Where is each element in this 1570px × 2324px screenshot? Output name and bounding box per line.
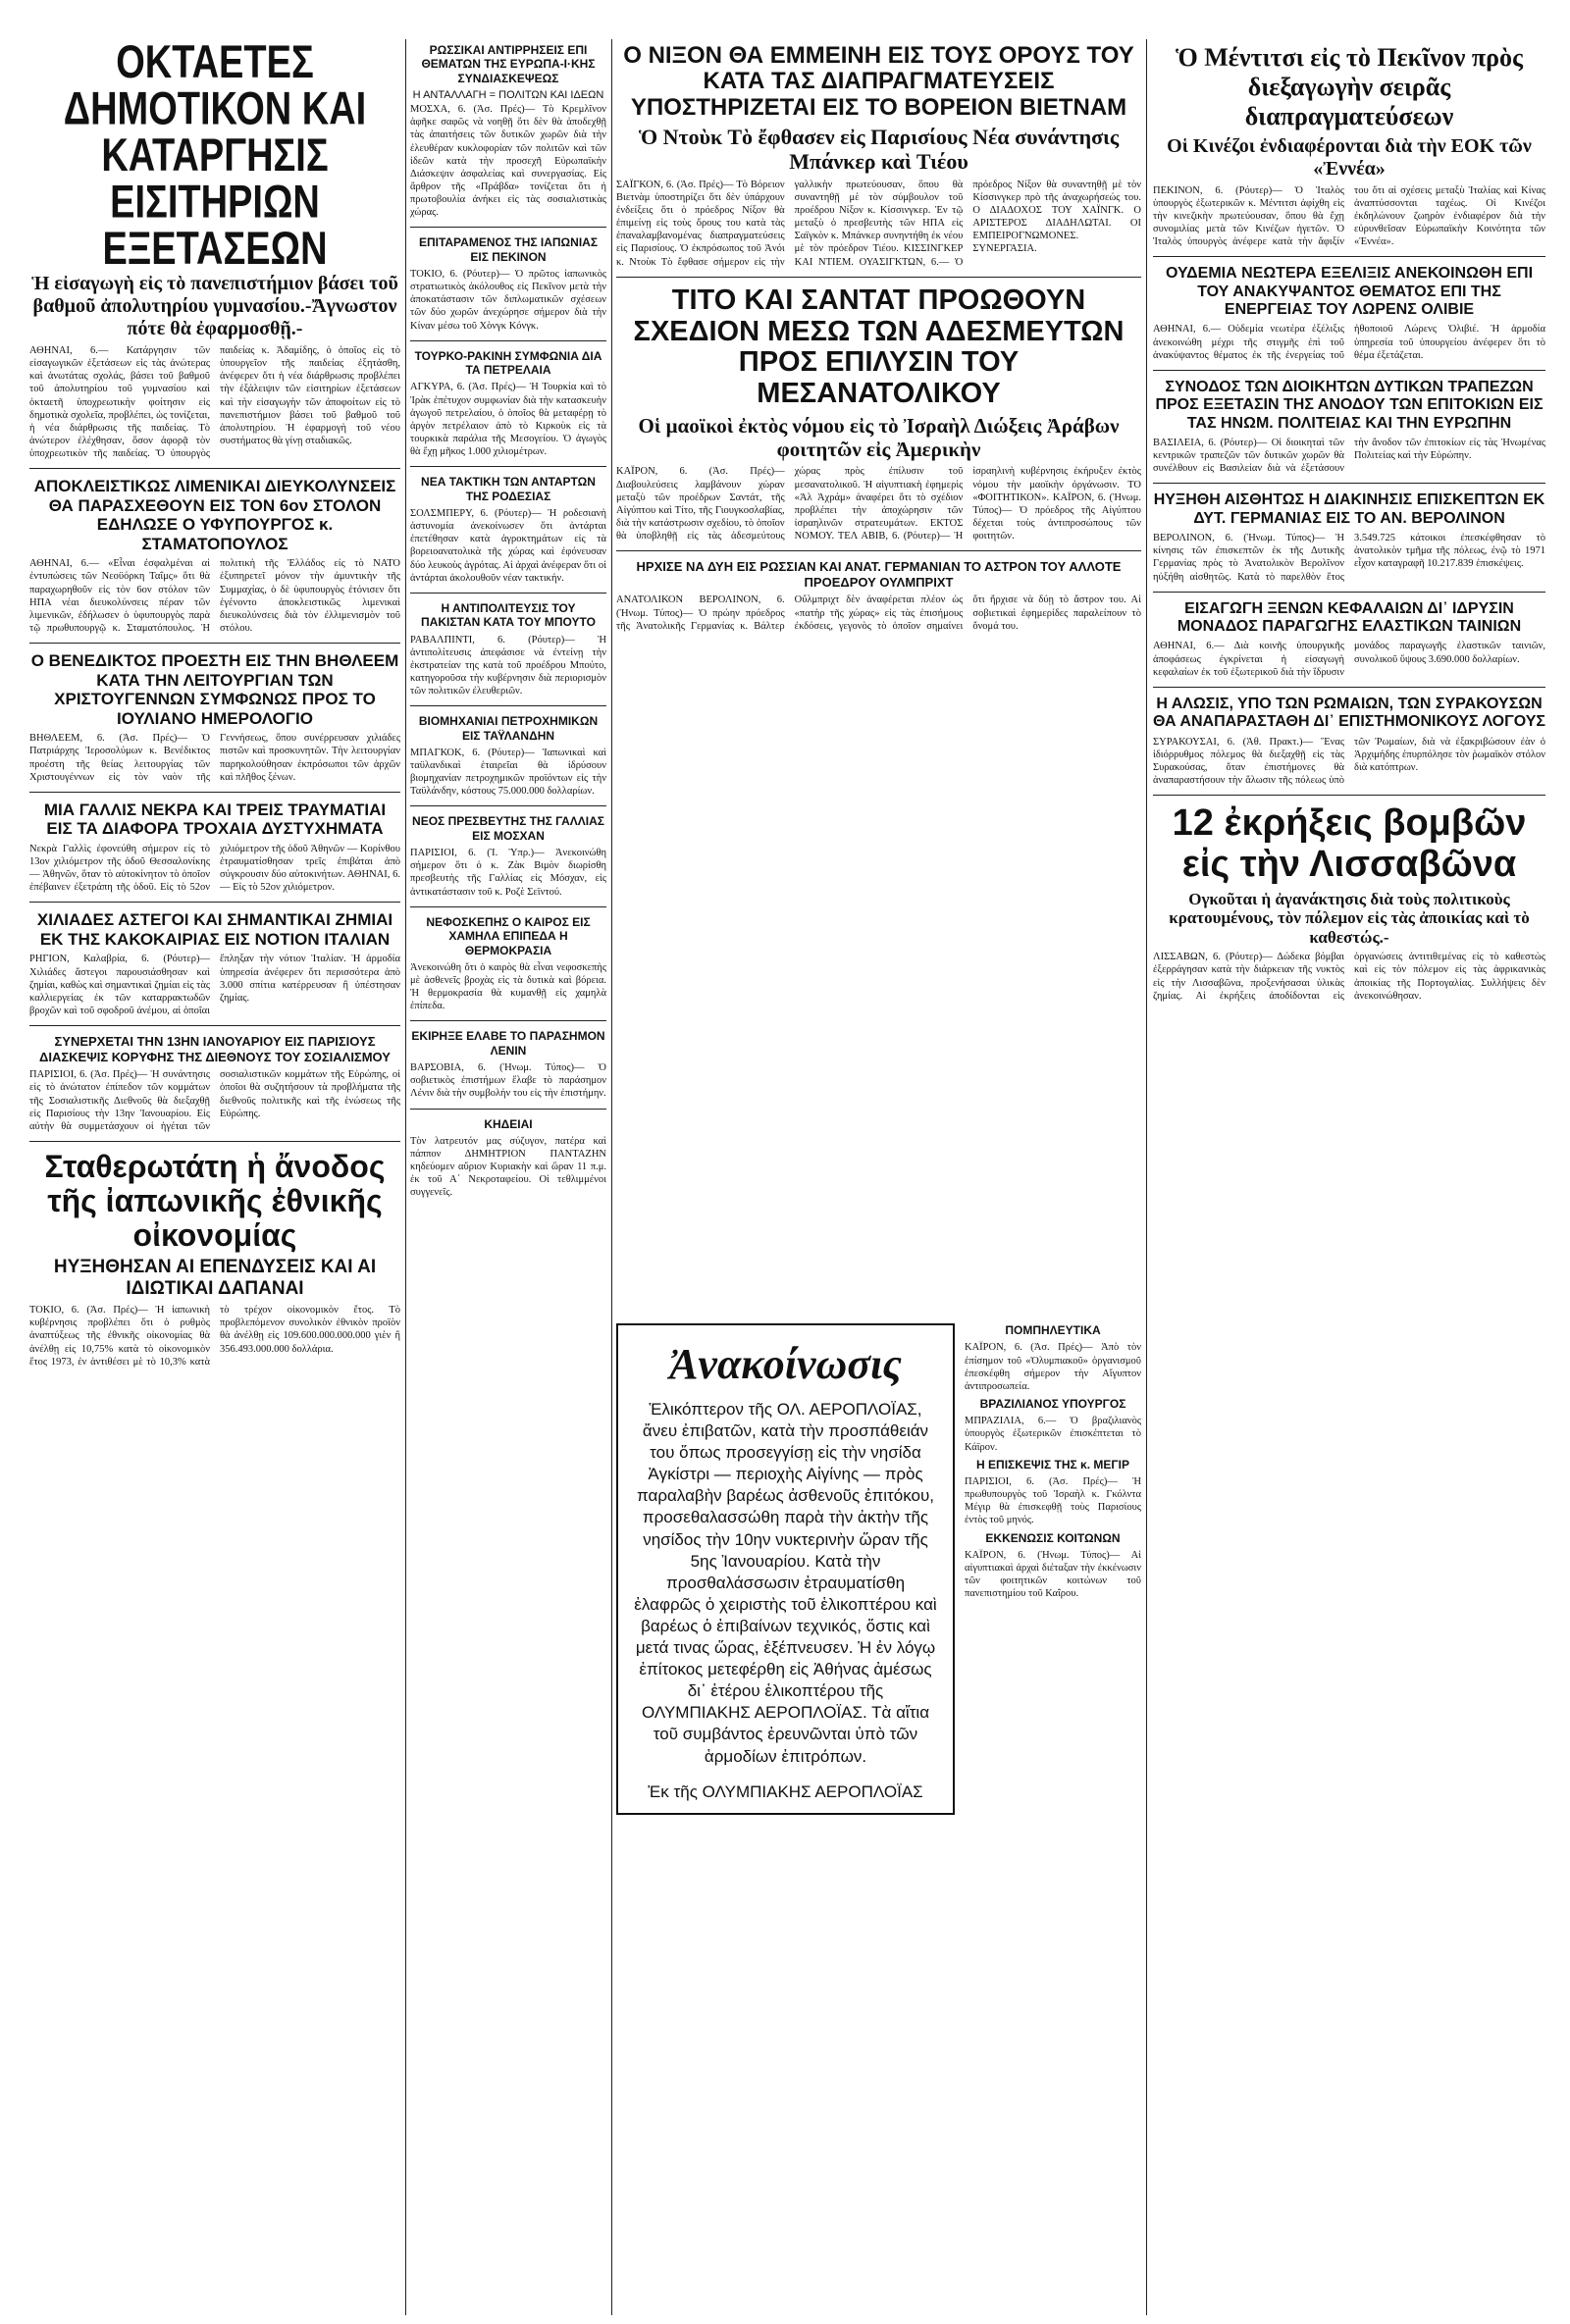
article-body: ΑΘΗΝΑΙ, 6.— Οὐδεμία νεωτέρα ἐξέλιξις ἀνεκοινώθη μέχρι τῆς στιγμῆς ἐπὶ τοῦ ἀνακύψαντος θέματος ἐκ τῆς ἐνεργείας τοῦ ἠθοποιοῦ Λώρενς Ὀλιβιέ. Ἡ ἁρμοδία ὑπηρεσία τοῦ ὑπουργείου ἀνέφερεν ὅτι τὸ θέμα ἐξετάζεται.: [1153, 324, 1545, 361]
divider: [29, 468, 400, 469]
article-body: ΠΑΡΙΣΙΟΙ, 6. (Ἀσ. Πρές)— Ἡ συνάντησις εἰς τὸ ἀνώτατον ἐπίπεδον τῶν κομμάτων τῆς Σοσιαλιστικῆς Διεθνοῦς θὰ διεξαχθῇ εἰς Παρισίους τὴν 13ην Ἰανουαρίου. Εἰς αὐτὴν θὰ συμμετάσχουν οἱ ἡγέται τῶν σοσιαλιστικῶν κομμάτων τῆς Εὐρώπης, οἱ ὁποῖοι θὰ συζητήσουν τὰ προβλήματα τῆς διεθνοῦς πολιτικῆς καὶ τῆς ἑνώσεως τῆς Εὐρώπης.: [29, 1069, 400, 1132]
headline-koitones: ΕΚΚΕΝΩΣΙΣ ΚΟΙΤΩΝΩΝ: [985, 1530, 1121, 1545]
subhead-antallagi: Η ΑΝΤΑΛΛΑΓΗ = ΠΟΛΙΤΩΝ ΚΑΙ ΙΔΕΩΝ: [412, 89, 604, 102]
article-body: ΤΟΚΙΟ, 6. (Ἀσ. Πρές)— Ἡ ἰαπωνικὴ κυβέρνησις προβλέπει ὅτι ὁ ρυθμὸς ἀναπτύξεως τῆς ἐθνικῆς οἰκονομίας θὰ ἀνέλθῃ εἰς 10,75% κατὰ τὸ οἰκονομικὸν ἔτος 1973, ἐν ἀντιθέσει μὲ τὸ 10,3% κατὰ τὸ τρέχον οἰκονομικὸν ἔτος. Τὸ προβλεπόμενον συνολικὸν ἐθνικὸν προϊὸν θὰ ἀνέλθῃ εἰς 109.600.000.000.000 γιὲν ἢ 356.493.000.000 δολλάρια.: [29, 1305, 400, 1368]
article-body: ΜΠΑΓΚΟΚ, 6. (Ρόυτερ)— Ἰαπωνικαὶ καὶ ταϋλανδικαὶ ἑταιρεῖαι θὰ ἱδρύσουν βιομηχανίαν πετροχημικῶν προϊόντων εἰς τὴν Ταϋλάνδην, κόστους 75.000.000 δολλαρίων.: [410, 747, 606, 798]
article-body: ΚΑΪΡΟΝ, 6. (Ἀσ. Πρές)— Διαβουλεύσεις λαμβάνουν χώραν μεταξὺ τῶν προέδρων Σαντάτ, τῆς Αἰγύπτου καὶ Τίτο, τῆς Γιουγκοσλαβίας, διὰ τὴν κατάστρωσιν σχεδίου, τὸ ὁποῖον θὰ ὑποβληθῇ εἰς τὰς ἀδεσμεύτους χώρας πρὸς ἐπίλυσιν τοῦ μεσανατολικοῦ. Ἡ αἰγυπτιακὴ ἐφημερὶς «Ἀλ Ἀχράμ» ἀναφέρει ὅτι τὸ σχέδιον προβλέπει τὴν ἀποχώρησιν τῶν ἰσραηλινῶν στρατευμάτων. ΕΚΤΟΣ ΝΟΜΟΥ. ΤΕΛ ΑΒΙΒ, 6. (Ρόυτερ)— Ἡ ἰσραηλινὴ κυβέρνησις ἐκήρυξεν ἐκτὸς νόμου τὴν μαοϊκὴν ὀργάνωσιν. ΤΟ «ΦΟΙΤΗΤΙΚΟΝ». ΚΑΪΡΟΝ, 6. (Ἠνωμ. Τύπος)— Ὁ πρόεδρος τῆς Αἰγύπτου δέχεται τοὺς ἀντιπροσώπους τῶν φοιτητῶν.: [616, 466, 1141, 542]
article-body: ΣΟΛΣΜΠΕΡΥ, 6. (Ρόυτερ)— Ἡ ροδεσιανὴ ἀστυνομία ἀνεκοίνωσεν ὅτι ἀντάρται ἐπετέθησαν κατὰ ἀγροκτημάτων εἰς τὰ βορειοανατολικὰ τῆς χώρας καὶ ἐφόνευσαν δύο λευκοὺς ἀγρότας. Αἱ ἀρχαὶ ἀνέφεραν ὅτι οἱ ἀντάρται ἀκολουθοῦν νέαν τακτικήν.: [410, 508, 606, 584]
column-rule: [1146, 39, 1147, 2315]
article-body: ΑΘΗΝΑΙ, 6.— Κατάργησιν τῶν εἰσαγωγικῶν ἐξετάσεων εἰς τὰς ἀνώτερας καὶ ἀνωτάτας σχολάς, βάσει τοῦ βαθμοῦ τοῦ ἀπολυτηρίου τοῦ γυμνασίου καὶ ὀκταετῆ ὑποχρεωτικὴν φοίτησιν εἰς δημοτικὰ σχολεῖα, προβλέπει, ὡς τονίζεται, ἡ νέα διάρθρωσις τῆς παιδείας. Τὸ ἀνώτερον ἐλέχθησαν, ὅσον ἀφορᾷ τὸν ὑποχρεωτικὸν τῆς παιδείας. Ὅ ὑπουργὸς παιδείας κ. Ἀδαμίδης, ὁ ὁποῖος εἰς τὸ ὑπουργεῖον τῆς παιδείας ἐξητάσθη, ἀνέφερεν ὅτι ἡ νέα διάρθρωσις προβλέπει τὴν ἐξάλειψιν τῶν εἰσιτηρίων ἐξετάσεων καὶ τὴν εἰσαγωγὴν τῶν ἀποφοίτων εἰς τὸ πανεπιστήμιον βάσει τοῦ βαθμοῦ τοῦ ἀπολυτηρίου. Ἡ ἐφαρμογὴ τοῦ νέου συστήματος θὰ γίνῃ σταδιακῶς.: [29, 345, 400, 459]
article-body: ΣΥΡΑΚΟΥΣΑΙ, 6. (Ἀθ. Πρακτ.)— Ἕνας ἰδιόρρυθμος πόλεμος θὰ διεξαχθῇ εἰς τὰς Συρακούσας, ὅταν ἐπιστήμονες θὰ ἀναπαραστήσουν τὴν ἅλωσιν τῆς πόλεως ὑπὸ τῶν Ῥωμαίων, διὰ νὰ ἐξακριβώσουν ἐὰν ὁ Ἀρχιμήδης ἐπυρπόλησε τὸν ῥωμαϊκὸν στόλον διὰ κατόπτρων.: [1153, 736, 1545, 786]
divider: [29, 902, 400, 903]
article-body: ΚΑΪΡΟΝ, 6. (Ἀσ. Πρές)— Ἀπὸ τὸν ἐπίσημον τοῦ «Ὀλυμπιακοῦ» ὀργανισμοῦ ἐπεσκέφθη σήμερον τὴν Αἴγυπτον ἀντιπροσωπεία.: [965, 1342, 1141, 1392]
headline-tito-santat: ΤΙΤΟ ΚΑΙ ΣΑΝΤΑΤ ΠΡΟΩΘΟΥΝ ΣΧΕΔΙΟΝ ΜΕΣΩ ΤΩΝ ΑΔΕΣΜΕΥΤΩΝ ΠΡΟΣ ΕΠΙΛΥΣΙΝ ΤΟΥ ΜΕΣΑΝΑΤΟΛΙΚΟΥ: [633, 284, 1125, 410]
headline-pompileftika: ΠΟΜΠΗΛΕΥΤΙΚΑ: [1005, 1323, 1101, 1337]
headline-kideiai: ΚΗΔΕΙΑΙ: [484, 1116, 533, 1131]
headline-syrakousai: Η ΑΛΩΣΙΣ, ΥΠΟ ΤΩΝ ΡΩΜΑΙΩΝ, ΤΩΝ ΣΥΡΑΚΟΥΣΩΝ ΘΑ ΑΝΑΠΑΡΑΣΤΑΘΗ ΔΙ᾽ ΕΠΙΣΤΗΜΟΝΙΚΟΥΣ ΛΟΓΟΥΣ: [1153, 695, 1545, 731]
article-body: ΠΕΚΙΝΟΝ, 6. (Ρόυτερ)— Ὁ Ἰταλὸς ὑπουργὸς ἐξωτερικῶν κ. Μέντιτσι ἀφίχθη εἰς τὴν κινεζικὴν πρωτεύουσαν, ὅπου θὰ ἔχῃ συνομιλίας μετὰ τῶν Κινέζων ἡγετῶν. Ὁ Ἰταλὸς ὑπουργὸς ἀνέφερε κατὰ τὴν ἄφιξίν του ὅτι αἱ σχέσεις μεταξὺ Ἰταλίας καὶ Κίνας ἀναπτύσσονται ταχέως. Οἱ Κινέζοι ἐκδηλώνουν ζωηρὸν ἐνδιαφέρον διὰ τὴν εὐρυνθεῖσαν Εὐρωπαϊκὴν Κοινότητα τῶν «Ἐννέα».: [1153, 184, 1545, 248]
divider: [29, 792, 400, 793]
deck-aganaktisis: Ογκοῦται ἡ ἀγανάκτησις διὰ τοὺς πολιτικοὺς κρατουμένους, τὸν πόλεμον εἰς τὰς ἀποικίας καὶ τὸ καθεστώς.-: [1169, 889, 1530, 947]
headline-iaponia: Σταθερωτάτη ἡ ἄνοδος τῆς ἰαπωνικῆς ἐθνικῆς οἰκονομίας: [44, 1148, 386, 1254]
headline-oulmpricht: ΗΡΧΙΣΕ ΝΑ ΔΥΗ ΕΙΣ ΡΩΣΣΙΑΝ ΚΑΙ ΑΝΑΤ. ΓΕΡΜΑΝΙΑΝ ΤΟ ΑΣΤΡΟΝ ΤΟΥ ΑΛΛΟΤΕ ΠΡΟΕΔΡΟΥ ΟΥΛΜΠΡΙΧΤ: [636, 559, 1122, 590]
headline-venediktos: Ο ΒΕΝΕΔΙΚΤΟΣ ΠΡΟΕΣΤΗ ΕΙΣ ΤΗΝ ΒΗΘΛΕΕΜ ΚΑΤΑ ΤΗΝ ΛΕΙΤΟΥΡΓΙΑΝ ΤΩΝ ΧΡΙΣΤΟΥΓΕΝΝΩΝ ΣΥΜΦΩΝΩΣ ΠΡΟΣ ΤΟ ΙΟΥΛΙΑΝΟ ΗΜΕΡΟΛΟΓΙΟ: [30, 651, 399, 728]
deck-kinezoi: Οἱ Κινέζοι ἐνδιαφέρονται διὰ τὴν ΕΟΚ τῶν «Ἐννέα»: [1167, 134, 1532, 180]
divider: [410, 906, 606, 907]
divider: [29, 643, 400, 644]
article-body: Νεκρὰ Γαλλὶς ἐφονεύθη σήμερον εἰς τὸ 13ον χιλιόμετρον τῆς ὁδοῦ Θεσσαλονίκης — Ἀθηνῶν, ὅταν τὸ αὐτοκίνητον τὸ ὁποῖον ἐπέβαινεν ἐξετράπη τῆς ὁδοῦ. Εἰς τὸ 52ον χιλιόμετρον τῆς ὁδοῦ Ἀθηνῶν — Κορίνθου ἐτραυματίσθησαν τρεῖς ἐπιβάται ἀπὸ σύγκρουσιν δύο αὐτοκινήτων. ΑΘΗΝΑΙ, 6.— Εἰς τὸ 52ον χιλιόμετρον.: [29, 843, 400, 894]
divider: [29, 1141, 400, 1142]
article-body: ΑΓΚΥΡΑ, 6. (Ἀσ. Πρές)— Ἡ Τουρκία καὶ τὸ Ἰρὰκ ἐπέτυχον συμφωνίαν διὰ τὴν κατασκευὴν ἀγωγοῦ πετρελαίου, ὁ ὁποῖος θὰ μεταφέρῃ τὸ ἀργὸν πετρέλαιον ἀπὸ τὸ Κιρκοὺκ εἰς τὰ τουρκικὰ παράλια τῆς Μεσογείου. Ὁ ἀγωγὸς θὰ ἔχῃ μῆκος 1.000 χιλιομέτρων.: [410, 382, 606, 458]
article-body: ΛΙΣΣΑΒΩΝ, 6. (Ρόυτερ)— Δώδεκα βόμβαι ἐξερράγησαν κατὰ τὴν διάρκειαν τῆς νυκτὸς εἰς τὴν Λισσαβῶνα, προξενήσασαι ὑλικὰς ζημίας. Αἱ ἐκρήξεις ἀποδίδονται εἰς ὀργανώσεις ἀντιτιθεμένας εἰς τὸ καθεστὼς καὶ εἰς τὸν πόλεμον εἰς τὰς ἀφρικανικὰς ἀποικίας τῆς Πορτογαλίας. Συλλήψεις δὲν ἀνεκοινώθησαν.: [1153, 952, 1545, 1002]
headline-rossikai: ΡΩΣΣΙΚΑΙ ΑΝΤΙΡΡΗΣΕΙΣ ΕΠΙ ΘΕΜΑΤΩΝ ΤΗΣ ΕΥΡΩΠΑ-Ι·ΚΗΣ ΣΥΝΔΙΑΣΚΕΨΕΩΣ: [421, 43, 596, 85]
article-body: ΠΑΡΙΣΙΟΙ, 6. (Ἀσ. Πρές)— Ἡ πρωθυπουργὸς τοῦ Ἰσραὴλ κ. Γκόλντα Μέγιρ θὰ ἐπισκεφθῇ τοὺς Παρισίους ἐντὸς τοῦ μηνός.: [965, 1476, 1141, 1526]
announcement-box: [616, 1323, 955, 1815]
headline-rodesia: ΝΕΑ ΤΑΚΤΙΚΗ ΤΩΝ ΑΝΤΑΡΤΩΝ ΤΗΣ ΡΟΔΕΣΙΑΣ: [421, 475, 596, 503]
article-body: ΣΑΪΓΚΟΝ, 6. (Ἀσ. Πρές)— Τὸ Βόρειον Βιετνὰμ ὑποστηρίζει ὅτι δὲν ὑπάρχουν ἐνδείξεις ὅτι ὁ πρόεδρος Νίξον θὰ ἐπιμείνῃ εἰς τοὺς ὅρους του κατὰ τὰς ἐπαναλαμβανομένας διαπραγματεύσεις εἰς Παρισίους. Ὁ ἐκπρόσωπος τοῦ Ἀνόι κ. Ντοὺκ Τὸ ἔφθασε σήμερον εἰς τὴν γαλλικὴν πρωτεύουσαν, ὅπου θὰ συναντηθῇ μὲ τὸν σύμβουλον τοῦ προέδρου Νίξον κ. Κίσσινγκερ. Ἐν τῷ μεταξὺ ὁ πρεσβευτὴς τῶν ΗΠΑ εἰς Σαϊγκὸν κ. Μπάνκερ συνηντήθη ἐκ νέου μὲ τὸν πρόεδρον Τιέου. ΚΙΣΣΙΝΓΚΕΡ ΚΑΙ ΝΤΙΕΜ. ΟΥΑΣΙΓΚΤΩΝ, 6.— Ὁ πρόεδρος Νίξον θὰ συναντηθῇ μὲ τὸν Κίσσινγκερ πρὸ τῆς ἀναχωρήσεώς του. Ο ΔΙΑΔΟΧΟΣ ΤΟΥ ΧΑΪΝΓΚ. Ο ΑΡΙΣΤΕΡΟΣ ΔΙΑΔΗΛΩΤΑΙ. ΟΙ ΕΜΠΕΙΡΟΓΝΩΜΟΝΕΣ. ΣΥΝΕΡΓΑΣΙΑ.: [616, 179, 1141, 268]
article-body: ΑΝΑΤΟΛΙΚΟΝ ΒΕΡΟΛΙΝΟΝ, 6. (Ἠνωμ. Τύπος)— Ὁ πρώην πρόεδρος τῆς Ἀνατολικῆς Γερμανίας κ. Βάλτερ Οὔλμπριχτ δὲν ἀναφέρεται πλέον ὡς «πατὴρ τῆς χώρας» εἰς τὰς ἐπισήμους ἐκδόσεις, γεγονὸς τὸ ὁποῖον σημαίνει ὅτι ἤρχισε νὰ δύῃ τὸ ἄστρον του. Αἱ σοβιετικαὶ ἐφημερίδες παραλείπουν τὸ ὄνομά του.: [616, 594, 1141, 632]
article-body: ΑΘΗΝΑΙ, 6.— «Εἶναι ἐσφαλμέναι αἱ ἐντυπώσεις τῶν Νεοϋόρκη Ταΐμς» ὅτι θὰ παραχωρηθοῦν εἰς τὸν 6ον στόλον τῶν ΗΠΑ νέαι διευκολύνσεις πέραν τῶν λιμενικῶν, ἐδήλωσεν ὁ ὑφυπουργὸς παρὰ τῷ πρωθυπουργῷ κ. Σταματόπουλος. Ἡ πολιτικὴ τῆς Ἑλλάδος εἰς τὸ ΝΑΤΟ ἐξυπηρετεῖ μόνον τὴν ἀμυντικὴν τῆς Συμμαχίας, ὁ δὲ ὑφυπουργὸς ἐτόνισεν ὅτι ἐγένοντο ἀποκλειστικῶς λιμενικαὶ διευκολύνσεις διὰ τὸν ἐλλιμενισμὸν τοῦ στόλου.: [29, 558, 400, 634]
headline-megir: Η ΕΠΙΣΚΕΨΙΣ ΤΗΣ κ. ΜΕΓΙΡ: [976, 1457, 1129, 1472]
divider: [1153, 256, 1545, 257]
subhead-ependyseis: ΗΥΞΗΘΗΣΑΝ ΑΙ ΕΠΕΝΔΥΣΕΙΣ ΚΑΙ ΑΙ ΙΔΙΩΤΙΚΑΙ ΔΑΠΑΝΑΙ: [53, 1257, 377, 1300]
headline-octaetes: ΟΚΤΑΕΤΕΣ ΔΗΜΟΤΙΚΟΝ ΚΑΙ ΚΑΤΑΡΓΗΣΙΣ ΕΙΣΙΤΗΡΙΩΝ ΕΞΕΤΑΣΕΩΝ: [63, 39, 367, 275]
divider: [1153, 592, 1545, 593]
headline-nixon: Ο ΝΙΞΟΝ ΘΑ ΕΜΜΕΙΝΗ ΕΙΣ ΤΟΥΣ ΟΡΟΥΣ ΤΟΥ ΚΑΤΑ ΤΑΣ ΔΙΑΠΡΑΓΜΑΤΕΥΣΕΙΣ ΥΠΟΣΤΗΡΙΖΕΤΑΙ ΕΙΣ ΤΟ ΒΟΡΕΙΟΝ ΒΙΕΤΝΑΜ: [623, 42, 1134, 121]
column-3: [616, 39, 1141, 1315]
announcement-body: Ἑλικόπτερον τῆς ΟΛ. ΑΕΡΟΠΛΟΪΑΣ, ἄνευ ἐπιβατῶν, κατὰ τὴν προσπάθειάν του ὅπως προσεγγίσῃ εἰς τὴν νησίδα Ἀγκίστρι — περιοχὴς Αἰγίνης — πρὸς παραλαβὴν βαρέως ἀσθενοῦς ἐπιτόκου, προσεθαλασσώθη παρὰ τὴν ἀκτὴν τῆς νησίδος τὴν 10ην νυκτερινὴν ὥραν τῆς 5ης Ἰανουαρίου. Κατὰ τὴν προσθαλάσσωσιν ἐτραυματίσθη ἐλαφρῶς ὁ χειριστὴς τοῦ ἑλικοπτέρου καὶ βαρέως ὁ ἐπιβαίνων τεχνικός, ὅστις καὶ μετά τινας ὥρας, ἐξέπνευσεν. Ἡ ἐν λόγῳ ἐπίτοκος μετεφέρθη εἰς Ἀθήνας ἀμέσως δι᾽ ἑτέρου ἑλικοπτέρου τῆς ΟΛΥΜΠΙΑΚΗΣ ΑΕΡΟΠΛΟΪΑΣ. Τὰ αἴτια τοῦ συμβάντος ἐρευνῶνται ὑπὸ τῶν ἁρμοδίων ἐπιτρόπων.: [634, 1400, 937, 1766]
announcement-signature: Ἐκ τῆς ΟΛΥΜΠΙΑΚΗΣ ΑΕΡΟΠΛΟΪΑΣ: [648, 1782, 923, 1801]
article-body: ΜΠΡΑΖΙΛΙΑ, 6.— Ὁ βραζιλιανὸς ὑπουργὸς ἐξωτερικῶν ἐπισκέπτεται τὸ Κάϊρον.: [965, 1416, 1141, 1453]
divider: [410, 805, 606, 806]
column-1: [29, 39, 400, 2315]
divider: [1153, 483, 1545, 484]
article-body: ΒΑΡΣΟΒΙΑ, 6. (Ἠνωμ. Τύπος)— Ὁ σοβιετικὸς ἐπιστήμων ἔλαβε τὸ παράσημον Λένιν διὰ τὴν συμβολήν του εἰς τὴν ἐπιστήμην.: [410, 1062, 606, 1100]
headline-petroximika: ΒΙΟΜΗΧΑΝΙΑΙ ΠΕΤΡΟΧΗΜΙΚΩΝ ΕΙΣ ΤΑΫΛΑΝΔΗΝ: [418, 714, 599, 743]
headline-sosialismou: ΣΥΝΕΡΧΕΤΑΙ ΤΗΝ 13ΗΝ ΙΑΝΟΥΑΡΙΟΥ ΕΙΣ ΠΑΡΙΣΙΟΥΣ ΔΙΑΣΚΕΨΙΣ ΚΟΡΥΦΗΣ ΤΗΣ ΔΙΕΘΝΟΥΣ ΤΟΥ ΣΟΣΙΑΛΙΣΜΟΥ: [39, 1034, 391, 1064]
headline-kairos: ΝΕΦΟΣΚΕΠΗΣ Ο ΚΑΙΡΟΣ ΕΙΣ ΧΑΜΗΛΑ ΕΠΙΠΕΔΑ Η ΘΕΡΜΟΚΡΑΣΙΑ: [426, 914, 591, 957]
article-body: ΒΕΡΟΛΙΝΟΝ, 6. (Ἠνωμ. Τύπος)— Ἡ κίνησις τῶν ἐπισκεπτῶν ἐκ τῆς Δυτικῆς Γερμανίας πρὸς τὸ Ἀνατολικὸν Βερολῖνον ηὐξήθη αἰσθητῶς. Κατὰ τὸ παρελθὸν ἔτος 3.549.725 κάτοικοι ἐπεσκέφθησαν τὸ ἀνατολικὸν τμῆμα τῆς πόλεως, ἐνῷ τὸ 1971 εἶχον καταγραφῆ 10.217.839 ἐπισκέψεις.: [1153, 533, 1545, 583]
headline-trapezes: ΣΥΝΟΔΟΣ ΤΩΝ ΔΙΟΙΚΗΤΩΝ ΔΥΤΙΚΩΝ ΤΡΑΠΕΖΩΝ ΠΡΟΣ ΕΞΕΤΑΣΙΝ ΤΗΣ ΑΝΟΔΟΥ ΤΩΝ ΕΠΙΤΟΚΙΩΝ ΕΙΣ ΤΑΣ ΗΝΩΜ. ΠΟΛΙΤΕΙΑΣ ΚΑΙ ΤΗΝ ΕΥΡΩΠΗΝ: [1155, 378, 1544, 432]
headline-parasimon: ΕΚΙΡΗΞΕ ΕΛΑΒΕ ΤΟ ΠΑΡΑΣΗΜΟΝ ΛΕΝΙΝ: [411, 1029, 605, 1058]
column-2: [410, 39, 606, 2315]
divider: [410, 227, 606, 228]
article-body: ΡΗΓΙΟΝ, Καλαβρία, 6. (Ρόυτερ)— Χιλιάδες ἄστεγοι παρουσιάσθησαν καὶ ζημίαι, καθὼς καὶ σημαντικαὶ ζημίαι εἰς τὰς καλλιεργείας ἐκ τῶν καταρρακτωδῶν βροχῶν καὶ τοῦ σφοδροῦ ἀνέμου, αἱ ὁποῖαι ἔπληξαν τὴν νότιον Ἰταλίαν. Ἡ ἀρμοδία ὑπηρεσία ἀνέφερεν ὅτι περισσότερα ἀπὸ 3.000 σπίτια κατέρρευσαν ἢ ὑπέστησαν ζημίας.: [29, 954, 400, 1016]
article-body: ΡΑΒΑΛΠΙΝΤΙ, 6. (Ρόυτερ)— Ἡ ἀντιπολίτευσις ἀπεφάσισε νὰ ἐντείνῃ τὴν ἐκστρατείαν της κατὰ τοῦ προέδρου Μπούτο, κατηγοροῦσα τὴν κυβέρνησιν διὰ περιορισμὸν τῶν πολιτικῶν ἐλευθεριῶν.: [410, 634, 606, 697]
divider: [1153, 370, 1545, 371]
deck-eisagogi: Ἡ εἰσαγωγὴ εἰς τὸ πανεπιστήμιον βάσει τοῦ βαθμοῦ ἀπολυτηρίου γυμνασίου.-Ἄγνωστον πότε θὰ ἐφαρμοσθῇ.-: [31, 273, 398, 339]
column-rule: [611, 39, 612, 2315]
headline-astegoi: ΧΙΛΙΑΔΕΣ ΑΣΤΕΓΟΙ ΚΑΙ ΣΗΜΑΝΤΙΚΑΙ ΖΗΜΙΑΙ ΕΚ ΤΗΣ ΚΑΚΟΚΑΙΡΙΑΣ ΕΙΣ ΝΟΤΙΟΝ ΙΤΑΛΙΑΝ: [36, 910, 393, 949]
divider: [410, 1109, 606, 1110]
headline-presveftis: ΝΕΟΣ ΠΡΕΣΒΕΥΤΗΣ ΤΗΣ ΓΑΛΛΙΑΣ ΕΙΣ ΜΟΣΧΑΝ: [412, 814, 604, 843]
headline-limenikai: ΑΠΟΚΛΕΙΣΤΙΚΩΣ ΛΙΜΕΝΙΚΑΙ ΔΙΕΥΚΟΛΥΝΣΕΙΣ ΘΑ ΠΑΡΑΣΧΕΘΟΥΝ ΕΙΣ ΤΟΝ 6ον ΣΤΟΛΟΝ ΕΔΗΛΩΣΕ Ο ΥΦΥΠΟΥΡΓΟΣ κ. ΣΤΑΜΑΤΟΠΟΥΛΟΣ: [33, 477, 396, 553]
divider: [1153, 795, 1545, 796]
article-body: Τὸν λατρευτόν μας σύζυγον, πατέρα καὶ πάππον ΔΗΜΗΤΡΙΟΝ ΠΑΝΤΑΖΗΝ κηδεύομεν αὔριον Κυριακὴν καὶ ὥραν 11 π.μ. ἐκ τοῦ Α΄ Νεκροταφείου. Οἱ τεθλιμμένοι συγγενεῖς.: [410, 1135, 606, 1199]
article-body: ΚΑΪΡΟΝ, 6. (Ἠνωμ. Τύπος)— Αἱ αἰγυπτιακαὶ ἀρχαὶ διέταξαν τὴν ἐκκένωσιν τῶν φοιτητικῶν κοιτώνων τοῦ πανεπιστημίου τοῦ Καΐρου.: [965, 1549, 1141, 1600]
article-body: ΒΗΘΛΕΕΜ, 6. (Ἀσ. Πρές)— Ὁ Πατριάρχης Ἱεροσολύμων κ. Βενέδικτος προέστη τῆς θείας λειτουργίας τῶν Χριστουγέννων εἰς τὸν ναὸν τῆς Γεννήσεως, ὅπου συνέρρευσαν χιλιάδες πιστῶν καὶ προσκυνητῶν. Τὴν λειτουργίαν παρηκολούθησαν ἐκπρόσωποι τῶν ἀρχῶν καὶ πλῆθος ξένων.: [29, 733, 400, 783]
headline-lissavona: 12 ἐκρήξεις βομβῶν εἰς τὴν Λισσαβῶνα: [1172, 802, 1527, 885]
headline-episkeptes: ΗΥΞΗΘΗ ΑΙΣΘΗΤΩΣ Η ΔΙΑΚΙΝΗΣΙΣ ΕΠΙΣΚΕΠΤΩΝ ΕΚ ΔΥΤ. ΓΕΡΜΑΝΙΑΣ ΕΙΣ ΤΟ ΑΝ. ΒΕΡΟΛΙΝΟΝ: [1153, 491, 1545, 527]
column-4: [1153, 39, 1545, 2315]
divider: [29, 1025, 400, 1026]
article-body: ΤΟΚΙΟ, 6. (Ρόυτερ)— Ὁ πρῶτος ἰαπωνικὸς στρατιωτικὸς ἀκόλουθος εἰς Πεκῖνον μετὰ τὴν ἀποκατάστασιν τῶν διπλωματικῶν σχέσεων τῶν δύο χωρῶν ἀνεχώρησε σήμερον διὰ τὴν Κίναν μέσω τοῦ Χὸνγκ Κόνγκ.: [410, 269, 606, 332]
divider: [410, 466, 606, 467]
article-body: Ἀνεκοινώθη ὅτι ὁ καιρὸς θὰ εἶναι νεφοσκεπὴς μὲ ἀσθενεῖς βροχὰς εἰς τὰ δυτικὰ καὶ βόρεια. Ἡ θερμοκρασία θὰ κυμανθῇ εἰς χαμηλὰ ἐπίπεδα.: [410, 961, 606, 1012]
article-body: ΑΘΗΝΑΙ, 6.— Διὰ κοινῆς ὑπουργικῆς ἀποφάσεως ἐγκρίνεται ἡ εἰσαγωγὴ κεφαλαίων ἐκ τοῦ ἐξωτερικοῦ διὰ τὴν ἵδρυσιν μονάδος παραγωγῆς ἐλαστικῶν ταινιῶν, συνολικοῦ ὕψους 3.690.000 δολλαρίων.: [1153, 641, 1545, 678]
headline-epitaramenos: ΕΠΙΤΑΡΑΜΕΝΟΣ ΤΗΣ ΙΑΠΩΝΙΑΣ ΕΙΣ ΠΕΚΙΝΟΝ: [418, 235, 599, 264]
divider: [616, 550, 1141, 551]
deck-ntouk-to: Ὁ Ντοὺκ Τὸ ἔφθασεν εἰς Παρισίους Νέα συνάντησις Μπάνκερ καὶ Τιέου: [638, 125, 1120, 175]
divider: [410, 1020, 606, 1021]
headline-mentitsi: Ὁ Μέντιτσι εἰς τὸ Πεκῖνον πρὸς διεξαγωγὴν σειρᾶς διαπραγματεύσεων: [1175, 43, 1524, 130]
headline-pakistan: Η ΑΝΤΙΠΟΛΙΤΕΥΣΙΣ ΤΟΥ ΠΑΚΙΣΤΑΝ ΚΑΤΑ ΤΟΥ ΜΠΟΥΤΟ: [421, 600, 596, 630]
deck-maoikoi: Οἱ μαοϊκοὶ ἐκτὸς νόμου εἰς τὸ Ἰσραὴλ Διώξεις Ἀράβων φοιτητῶν εἰς Ἀμερικὴν: [638, 414, 1120, 462]
headline-olivie: ΟΥΔΕΜΙΑ ΝΕΩΤΕΡΑ ΕΞΕΛΙΞΙΣ ΑΝΕΚΟΙΝΩΘΗ ΕΠΙ ΤΟΥ ΑΝΑΚΥΨΑΝΤΟΣ ΘΕΜΑΤΟΣ ΕΠΙ ΤΗΣ ΕΝΕΡΓΕΙΑΣ ΤΟΥ ΛΩΡΕΝΣ ΟΛΙΒΙΕ: [1165, 265, 1534, 319]
headline-elastika: ΕΙΣΑΓΩΓΗ ΞΕΝΩΝ ΚΕΦΑΛΑΙΩΝ ΔΙ᾽ ΙΔΡΥΣΙΝ ΜΟΝΑΔΟΣ ΠΑΡΑΓΩΓΗΣ ΕΛΑΣΤΙΚΩΝ ΤΑΙΝΙΩΝ: [1177, 599, 1522, 636]
divider: [410, 593, 606, 594]
article-body: ΠΑΡΙΣΙΟΙ, 6. (Ἰ. Ὑπρ.)— Ἀνεκοινώθη σήμερον ὅτι ὁ κ. Ζὰκ Βιμὸν διωρίσθη πρεσβευτὴς τῆς Γαλλίας εἰς Μόσχαν, εἰς ἀντικατάστασιν τοῦ κ. Ροζὲ Σεϊντού.: [410, 848, 606, 898]
headline-tourko-rakini: ΤΟΥΡΚΟ-ΡΑΚΙΝΗ ΣΥΜΦΩΝΙΑ ΔΙΑ ΤΑ ΠΕΤΡΕΛΑΙΑ: [414, 348, 602, 378]
divider: [410, 705, 606, 706]
article-body: ΒΑΣΙΛΕΙΑ, 6. (Ρόυτερ)— Οἱ διοικηταὶ τῶν κεντρικῶν τραπεζῶν τῶν δυτικῶν χωρῶν θὰ συνέλθουν εἰς Βασιλείαν διὰ νὰ ἐξετάσουν τὴν ἄνοδον τῶν ἐπιτοκίων εἰς τὰς Ἡνωμένας Πολιτείας καὶ τὴν Εὐρώπην.: [1153, 438, 1545, 475]
headline-gallis-nekra: ΜΙΑ ΓΑΛΛΙΣ ΝΕΚΡΑ ΚΑΙ ΤΡΕΙΣ ΤΡΑΥΜΑΤΙΑΙ ΕΙΣ ΤΑ ΔΙΑΦΟΡΑ ΤΡΟΧΑΙΑ ΔΥΣΤΥΧΗΜΑΤΑ: [43, 800, 387, 839]
middle-bottom: [616, 1319, 1141, 2315]
divider: [1153, 687, 1545, 688]
column-rule: [405, 39, 406, 2315]
announcement-title: Ἀνακοίνωσις: [669, 1340, 902, 1388]
headline-vrazilianos: ΒΡΑΖΙΛΙΑΝΟΣ ΥΠΟΥΡΓΟΣ: [979, 1396, 1126, 1411]
article-body: ΜΟΣΧΑ, 6. (Ἀσ. Πρές)— Τὸ Κρεμλῖνον ἀφῆκε σαφῶς νὰ νοηθῇ ὅτι δὲν θὰ ἀποδεχθῇ τὰς ἀπαιτήσεις τῶν δυτικῶν χωρῶν διὰ τὴν ἐλευθέραν κυκλοφορίαν τῶν πολιτῶν καὶ τῶν ἰδεῶν κατὰ τὴν προσεχῆ Εὐρωπαϊκὴν Διάσκεψιν ἀσφαλείας καὶ συνεργασίας. Εἰς ἄρθρον τῆς «Πράβδα» τονίζεται ὅτι ἡ πρωτοβουλία ἀνήκει εἰς τὰς σοσιαλιστικὰς χώρας.: [410, 104, 606, 219]
divider: [410, 340, 606, 341]
divider: [616, 277, 1141, 278]
